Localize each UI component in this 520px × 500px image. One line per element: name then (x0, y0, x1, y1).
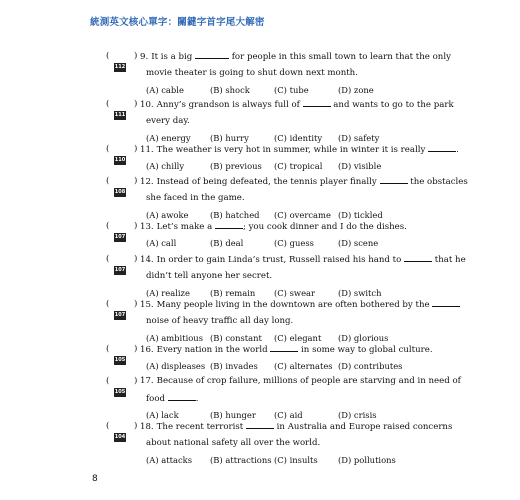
question-stem (140, 48, 451, 66)
question-line: ( ) 15. Many people living in the downtown are often bothered by the (106, 296, 416, 313)
stem-text: The weather is very hot in summer, while in winter it is really (156, 145, 429, 155)
option-a[interactable]: (A) ambitious (146, 333, 203, 343)
question-line (106, 435, 416, 452)
stem-text: the obstacles (407, 177, 468, 187)
options-row (146, 235, 426, 252)
stem-text: about national safety all over the world. (146, 438, 321, 448)
stem-text: Instead of being defeated, the tennis player finally (156, 177, 380, 187)
option-a[interactable]: (A) displeases (146, 361, 206, 371)
question-line: ( ) 17. Because of crop failure, millions of people are starving and in need of (106, 373, 416, 390)
stem-text: Every nation in the world (156, 345, 271, 355)
question-number: 14. (140, 255, 154, 265)
question-number: 12. (140, 177, 154, 187)
question-stem (140, 173, 468, 191)
stem-text: movie theater is going to shut down next month. (146, 68, 358, 78)
stem-text: for people in this small town to learn that the only (229, 52, 451, 62)
exam-year-badge: 105 (114, 389, 126, 395)
question-line: ( ) 9. It is a big for people in this small town to learn that the only (106, 48, 416, 65)
option-d[interactable]: (D) zone (338, 85, 374, 95)
option-c[interactable]: (C) swear (274, 288, 316, 298)
option-b[interactable]: (B) invades (210, 361, 258, 371)
question-stem (140, 96, 454, 114)
question-item (106, 296, 433, 343)
question-item (106, 218, 416, 248)
option-c[interactable]: (C) elegant (274, 333, 322, 343)
answer-blank (270, 341, 298, 352)
stem-text: Because of crop failure, millions of people are starving and in need of (156, 376, 461, 386)
question-line: ( ) 16. Every nation in the world in some way to global culture. (106, 341, 416, 358)
question-line: ( ) 10. Anny’s grandson is always full of and wants to go to the park (106, 96, 416, 113)
question-continuation (146, 435, 416, 452)
stem-text: In order to gain Linda’s trust, Russell raised his hand to (156, 255, 405, 265)
option-c[interactable]: (C) identity (274, 133, 323, 143)
question-line (106, 65, 416, 82)
stem-text: Let’s make a (156, 222, 215, 232)
question-line: ( ) 13. Let’s make a ; you cook dinner and I do the dishes. (106, 218, 416, 235)
question-stem (140, 141, 459, 159)
question-item (106, 96, 454, 143)
question-stem (140, 418, 453, 436)
option-b[interactable]: (B) hurry (210, 133, 249, 143)
stem-text: food (146, 394, 168, 404)
exam-year-badge: 107 (114, 267, 126, 273)
stem-text: . (195, 394, 199, 404)
question-item (106, 373, 461, 420)
option-a[interactable]: (A) attacks (146, 455, 193, 465)
option-c[interactable]: (C) guess (274, 238, 314, 248)
option-d[interactable]: (D) tickled (338, 210, 383, 220)
option-c[interactable]: (C) insults (274, 455, 318, 465)
question-item (106, 48, 451, 95)
stem-text: . (456, 145, 459, 155)
option-d[interactable]: (D) contributes (338, 361, 403, 371)
option-d[interactable]: (D) safety (338, 133, 380, 143)
answer-blank (432, 296, 460, 307)
question-number: 17. (140, 376, 154, 386)
question-continuation (146, 268, 416, 285)
option-b[interactable]: (B) remain (210, 288, 256, 298)
question-line (106, 313, 416, 330)
option-d[interactable]: (D) switch (338, 288, 382, 298)
stem-text: The recent terrorist (156, 422, 246, 432)
stem-text: that he (432, 255, 466, 265)
question-line: ( ) 11. The weather is very hot in summer, while in winter it is really . (106, 141, 416, 158)
option-c[interactable]: (C) tube (274, 85, 309, 95)
page-header: 統測英文核心單字：關鍵字首字尾大解密 (90, 17, 265, 28)
question-line (106, 268, 416, 285)
question-stem (140, 296, 433, 314)
question-number: 11. (140, 145, 154, 155)
question-line (106, 113, 416, 130)
stem-text: Many people living in the downtown are often bothered by the (156, 300, 433, 310)
question-line: ( ) 12. Instead of being defeated, the tennis player finally the obstacles (106, 173, 416, 190)
stem-text: ; you cook dinner and I do the dishes. (242, 222, 407, 232)
question-number: 15. (140, 300, 154, 310)
answer-blank (428, 141, 456, 152)
question-continuation (146, 313, 416, 330)
option-a[interactable]: (A) chilly (146, 161, 185, 171)
option-b[interactable]: (B) constant (210, 333, 262, 343)
stem-text: she faced in the game. (146, 193, 245, 203)
question-continuation (146, 113, 416, 130)
option-c[interactable]: (C) aid (274, 410, 303, 420)
question-number: 13. (140, 222, 154, 232)
stem-text: every day. (146, 116, 190, 126)
option-c[interactable]: (C) tropical (274, 161, 323, 171)
exam-year-badge: 108 (114, 189, 126, 195)
option-d[interactable]: (D) pollutions (338, 455, 396, 465)
option-a[interactable]: (A) call (146, 238, 177, 248)
option-d[interactable]: (D) crisis (338, 410, 377, 420)
exam-year-badge: 112 (114, 64, 126, 70)
option-a[interactable]: (A) realize (146, 288, 190, 298)
exam-year-badge: 111 (114, 112, 126, 118)
answer-blank (404, 251, 432, 262)
question-line (106, 190, 416, 207)
exam-year-badge: 107 (114, 312, 126, 318)
question-item (106, 341, 433, 371)
answer-blank (246, 418, 274, 429)
answer-blank (215, 218, 243, 229)
stem-text: and wants to go to the park (330, 100, 454, 110)
option-b[interactable]: (B) previous (210, 161, 262, 171)
question-number: 16. (140, 345, 154, 355)
question-item (106, 141, 459, 171)
option-b[interactable]: (B) hatched (210, 210, 260, 220)
exam-year-badge: 110 (114, 157, 126, 163)
option-a[interactable]: (A) energy (146, 133, 191, 143)
option-b[interactable]: (B) attractions (210, 455, 272, 465)
question-line: ( ) 18. The recent terrorist in Australia and Europe raised concerns (106, 418, 416, 435)
stem-text: Anny’s grandson is always full of (156, 100, 303, 110)
option-b[interactable]: (B) deal (210, 238, 244, 248)
question-stem (140, 341, 433, 359)
question-number: 9. (140, 52, 149, 62)
question-stem (140, 251, 466, 269)
options-row (146, 452, 426, 469)
answer-blank (195, 48, 229, 59)
answer-blank (168, 390, 196, 401)
option-b[interactable]: (B) hunger (210, 410, 256, 420)
question-continuation (146, 390, 416, 408)
option-d[interactable]: (D) visible (338, 161, 382, 171)
question-number: 18. (140, 422, 154, 432)
option-b[interactable]: (B) shock (210, 85, 250, 95)
option-c[interactable]: (C) overcame (274, 210, 331, 220)
option-d[interactable]: (D) glorious (338, 333, 389, 343)
stem-text: in Australia and Europe raised concerns (273, 422, 453, 432)
option-a[interactable]: (A) awoke (146, 210, 189, 220)
option-a[interactable]: (A) lack (146, 410, 179, 420)
question-stem (140, 373, 461, 390)
answer-blank (303, 96, 331, 107)
exam-year-badge: 105 (114, 357, 126, 363)
exam-year-badge: 107 (114, 234, 126, 240)
question-continuation (146, 190, 416, 207)
question-item (106, 173, 468, 220)
question-stem (140, 218, 416, 236)
option-d[interactable]: (D) scene (338, 238, 379, 248)
page-number: 8 (92, 474, 98, 484)
exam-year-badge: 104 (114, 434, 126, 440)
stem-text: in some way to global culture. (298, 345, 433, 355)
option-c[interactable]: (C) alternates (274, 361, 333, 371)
question-line (106, 390, 416, 407)
stem-text: didn’t tell anyone her secret. (146, 271, 273, 281)
question-continuation (146, 65, 416, 82)
option-a[interactable]: (A) cable (146, 85, 184, 95)
stem-text: It is a big (151, 52, 196, 62)
answer-blank (380, 173, 408, 184)
question-number: 10. (140, 100, 154, 110)
stem-text: noise of heavy traffic all day long. (146, 316, 294, 326)
question-item (106, 418, 453, 465)
question-item (106, 251, 466, 298)
question-line: ( ) 14. In order to gain Linda’s trust, Russell raised his hand to that he (106, 251, 416, 268)
